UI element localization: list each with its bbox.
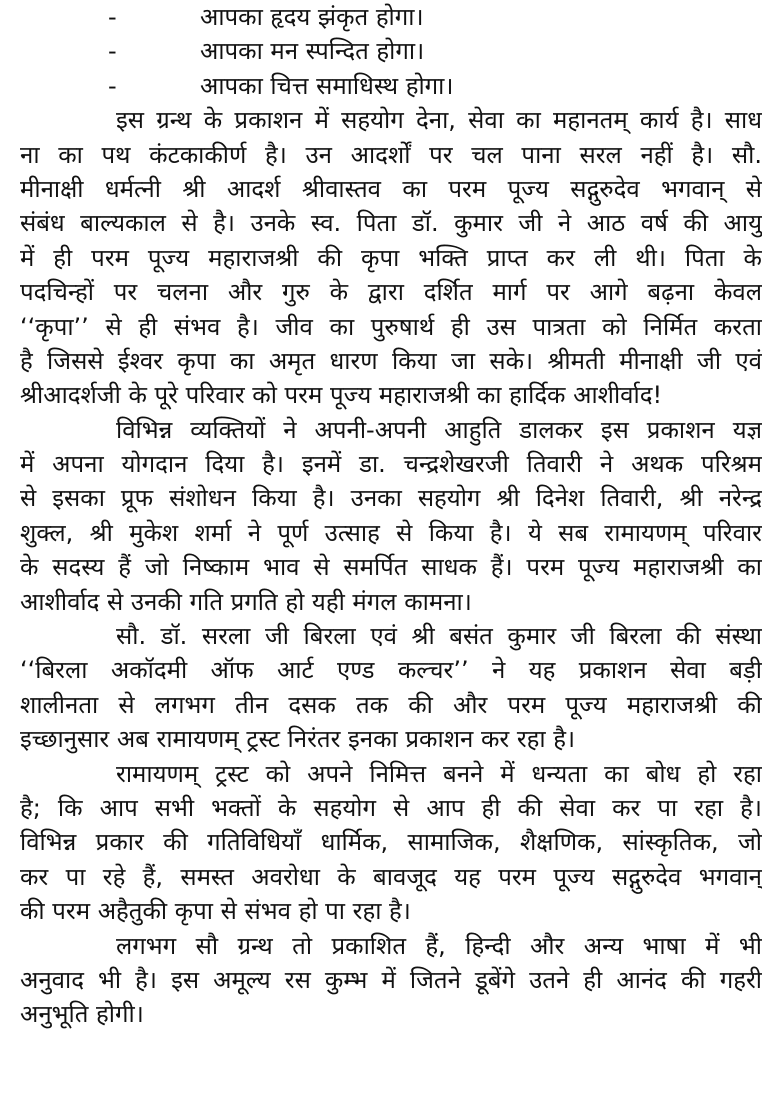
bullet-text: आपका चित्त समाधिस्थ होगा। (200, 71, 454, 100)
text-line: कर पा रहे हैं, समस्त अवरोधा के बावजूद यह परम पूज्य सद्गुरुदेव भगवान् (20, 862, 762, 891)
paragraph (20, 619, 762, 757)
text-line: श्रीआदर्शजी के पूरे परिवार को परम पूज्य महाराजश्री का हार्दिक आशीर्वाद! (20, 381, 663, 410)
bullet-item (20, 69, 762, 103)
text-line: शुक्ल, श्री मुकेश शर्मा ने पूर्ण उत्साह से किया है। ये सब रामायणम् परिवार (20, 518, 762, 547)
bullet-item (20, 0, 762, 34)
document-page (20, 0, 762, 1032)
paragraph (20, 103, 762, 413)
text-line: आशीर्वाद से उनकी गति प्रगति हो यही मंगल कामना। (20, 587, 472, 616)
bullet-item (20, 34, 762, 68)
bullet-dash: - (108, 3, 117, 31)
paragraph (20, 929, 762, 1032)
text-line: की परम अहैतुकी कृपा से संभव हो पा रहा है। (20, 897, 411, 926)
text-line: अनुवाद भी है। इस अमूल्य रस कुम्भ में जितने डूबेंगे उतने ही आनंद की गहरी (20, 965, 762, 994)
text-line: पदचिन्हों पर चलना और गुरु के द्वारा दर्शित मार्ग पर आगे बढ़ना केवल (20, 278, 762, 307)
text-line: रामायणम् ट्रस्ट को अपने निमित्त बनने में धन्यता का बोध हो रहा (116, 759, 762, 788)
text-line: लगभग सौ ग्रन्थ तो प्रकाशित हैं, हिन्दी और अन्य भाषा में भी (116, 931, 762, 960)
bullet-dash: - (108, 71, 117, 100)
text-line: मीनाक्षी धर्मत्नी श्री आदर्श श्रीवास्तव का परम पूज्य सद्गुरुदेव भगवान् से (20, 174, 762, 203)
bullet-dash: - (108, 37, 117, 66)
text-line: ना का पथ कंटकाकीर्ण है। उन आदर्शों पर चल पाना सरल नहीं है। सौ. (20, 140, 762, 169)
text-line: विभिन्न व्यक्तियों ने अपनी-अपनी आहुति डालकर इस प्रकाशन यज्ञ (116, 415, 762, 444)
text-line: है; कि आप सभी भक्तों के सहयोग से आप ही की सेवा कर पा रहा है। (20, 793, 762, 822)
paragraph (20, 413, 762, 619)
text-line: विभिन्न प्रकार की गतिविधियाँ धार्मिक, सामाजिक, शैक्षणिक, सांस्कृतिक, जो (20, 828, 762, 857)
text-line: अनुभूति होगी। (20, 1000, 144, 1029)
text-line: में ही परम पूज्य महाराजश्री की कृपा भक्ति प्राप्त कर ली थी। पिता के (20, 243, 762, 272)
paragraph (20, 757, 762, 929)
text-line: है जिससे ईश्वर कृपा का अमृत धारण किया जा सके। श्रीमती मीनाक्षी जी एवं (20, 346, 762, 375)
text-line: ‘‘बिरला अकॉदमी ऑफ आर्ट एण्ड कल्चर’’ ने यह प्रकाशन सेवा बड़ी (20, 656, 762, 685)
text-line: संबंध बाल्यकाल से है। उनके स्व. पिता डॉ. कुमार जी ने आठ वर्ष की आयु (20, 209, 762, 238)
text-line: के सदस्य हैं जो निष्काम भाव से समर्पित साधक हैं। परम पूज्य महाराजश्री का (20, 553, 762, 582)
text-line: में अपना योगदान दिया है। इनमें डा. चन्द्रशेखरजी तिवारी ने अथक परिश्रम (20, 450, 762, 479)
text-line: सौ. डॉ. सरला जी बिरला एवं श्री बसंत कुमार जी बिरला की संस्था (116, 622, 762, 651)
text-line: ‘‘कृपा’’ से ही संभव है। जीव का पुरुषार्थ ही उस पात्रता को निर्मित करता (20, 312, 762, 341)
bullet-text: आपका हृदय झंकृत होगा। (200, 3, 424, 31)
text-line: से इसका प्रूफ संशोधन किया है। उनका सहयोग श्री दिनेश तिवारी, श्री नरेन्द्र (20, 484, 762, 513)
text-line: इस ग्रन्थ के प्रकाशन में सहयोग देना, सेवा का महानतम् कार्य है। साध (116, 106, 762, 135)
bullet-text: आपका मन स्पन्दित होगा। (200, 37, 425, 66)
text-line: शालीनता से लगभग तीन दसक तक की और परम पूज्य महाराजश्री की (20, 690, 762, 719)
text-line: इच्छानुसार अब रामायणम् ट्रस्ट निरंतर इनका प्रकाशन कर रहा है। (20, 725, 576, 754)
